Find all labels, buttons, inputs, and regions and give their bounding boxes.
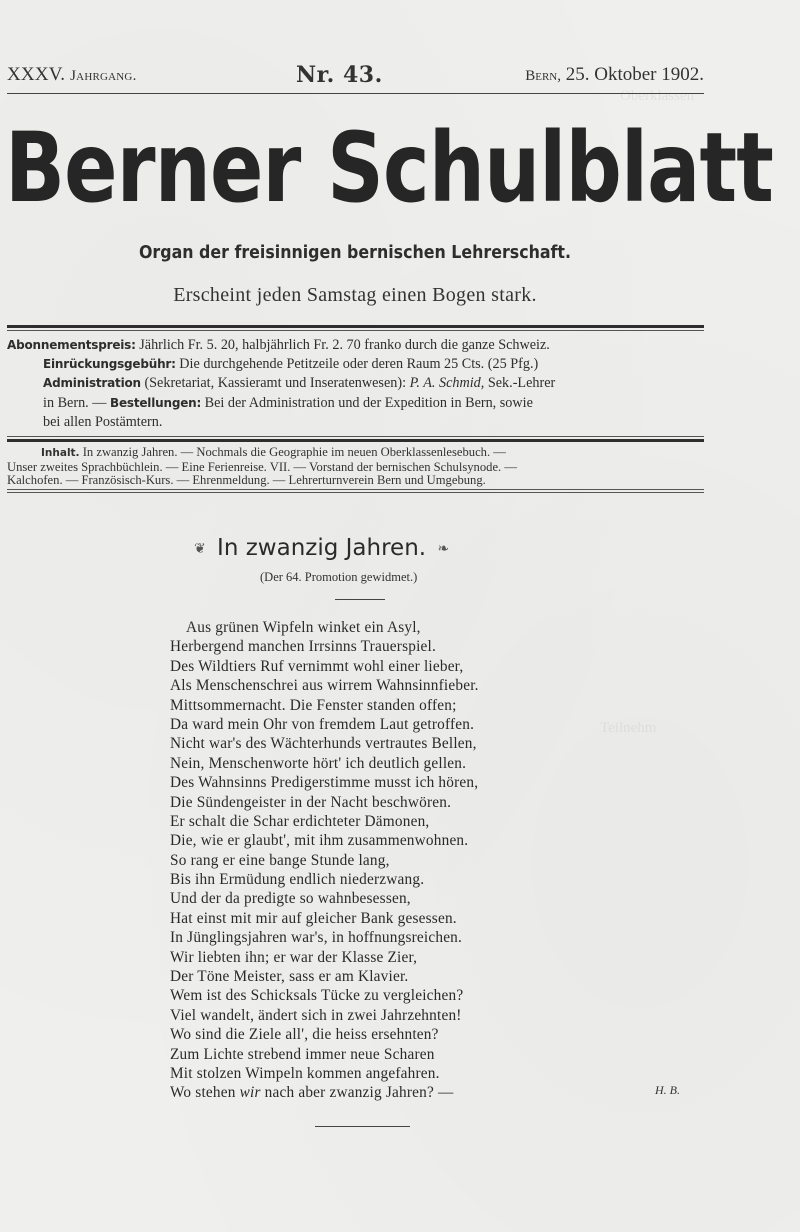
poem-line: Wem ist des Schicksals Tücke zu vergleichen? (170, 987, 464, 1005)
subscription-info (7, 336, 707, 432)
poem-line: Nein, Menschenworte hört' ich deutlich gellen. (170, 754, 467, 772)
poem-line: Wo sind die Ziele all', die heiss ersehnten? (170, 1026, 439, 1044)
poem-line: Als Menschenschrei aus wirrem Wahnsinnfieber. (170, 677, 479, 695)
poem-line: Bis ihn Ermüdung endlich niederzwang. (170, 871, 425, 889)
last-line-emphasis: wir (239, 1084, 261, 1102)
newspaper-title: Berner Schulblatt (5, 112, 774, 224)
administration-role: Sek.-Lehrer (487, 375, 556, 392)
administration-place: in Bern. — (43, 394, 107, 411)
subscription-text: Jährlich Fr. 5. 20, halbjährlich Fr. 2. 70 franko durch die ganze Schweiz. (139, 337, 550, 353)
poem-line: Da ward mein Ohr von fremdem Laut getroffen. (170, 715, 475, 733)
poem-line: Nicht war's des Wächterhunds vertrautes Bellen, (170, 735, 477, 753)
poem-dedication: (Der 64. Promotion gewidmet.) (260, 570, 418, 584)
contents-label: Inhalt. (41, 447, 80, 459)
contents-double-rule (7, 489, 704, 493)
masthead-line (7, 62, 704, 90)
poem-title-text: In zwanzig Jahren. (217, 535, 427, 561)
title-separator-rule (335, 599, 385, 600)
masthead-rule (7, 93, 704, 94)
issue-number: Nr. 43. (296, 62, 383, 88)
floral-ornament-right-icon: ❧ (437, 540, 450, 557)
poem-line: Hat einst mit mir auf gleicher Bank gesessen. (170, 909, 457, 927)
poem-line: So rang er eine bange Stunde lang, (170, 851, 390, 869)
subscription-label: Abonnementspreis: (7, 338, 136, 352)
poem-title (190, 535, 550, 561)
poem-line: Mittsommernacht. Die Fenster standen offen; (170, 696, 457, 714)
bleed-through-text: Oberklassen (620, 88, 695, 104)
contents-line-3: Kalchofen. — Französisch-Kurs. — Ehrenmeldung. — Lehrerturnverein Bern und Umgebung. (7, 473, 486, 487)
volume-label: Jahrgang. (70, 68, 137, 84)
poem-line: In Jünglingsjahren war's, in hoffnungsreichen. (170, 929, 463, 947)
issue-date (525, 64, 704, 86)
contents-line-1: In zwanzig Jahren. — Nochmals die Geographie im neuen Oberklassenlesebuch. — (82, 445, 506, 459)
volume-roman: XXXV. (7, 64, 66, 85)
author-signature: H. B. (655, 1083, 680, 1097)
info-double-rule (7, 436, 704, 442)
poem-line: Mit stolzen Wimpeln kommen angefahren. (170, 1064, 440, 1082)
orders-text: Bei der Administration und der Expedition in Bern, sowie (204, 394, 533, 411)
poem-line: Er schalt die Schar erdichteter Dämonen, (170, 812, 430, 830)
poem-line: Herbergend manchen Irrsinns Trauerspiel. (170, 638, 437, 656)
administration-text: (Sekretariat, Kassieramt und Inseratenwesen): (144, 375, 407, 392)
date: 25. Oktober 1902. (565, 64, 704, 85)
poem-line: Viel wandelt, ändert sich in zwei Jahrzehnten! (170, 1006, 462, 1024)
volume-info (7, 64, 137, 86)
floral-ornament-left-icon: ❦ (194, 540, 206, 557)
orders-label: Bestellungen: (110, 395, 202, 410)
administration-label: Administration (43, 376, 141, 391)
poem-line: Und der da predigte so wahnbesessen, (170, 890, 411, 908)
newspaper-subtitle: Organ der freisinnigen bernischen Lehrerschaft. (138, 242, 572, 263)
poem-line: Die Sündengeister in der Nacht beschwören. (170, 793, 452, 811)
table-of-contents (7, 446, 707, 488)
poem-body (170, 618, 690, 1103)
poem-line: Des Wahnsinns Predigerstimme musst ich hören, (170, 774, 479, 792)
insertion-fee-label: Einrückungsgebühr: (43, 357, 176, 372)
poem-line: Des Wildtiers Ruf vernimmt wohl einer lieber, (170, 657, 464, 675)
last-line-start: Wo stehen (170, 1084, 240, 1102)
header-double-rule (7, 325, 704, 331)
poem-line: Wir liebten ihn; er war der Klasse Zier, (170, 948, 418, 966)
last-line-end: nach aber zwanzig Jahren? — (260, 1084, 454, 1102)
orders-text-2: bei allen Postämtern. (43, 413, 163, 430)
insertion-fee-text: Die durchgehende Petitzeile oder deren Raum 25 Cts. (25 Pfg.) (179, 356, 539, 373)
contents-line-2: Unser zweites Sprachbüchlein. — Eine Ferienreise. VII. — Vorstand der bernischen Schulsynode. — (7, 459, 517, 474)
poem-line: Die, wie er glaubt', mit ihm zusammenwohnen. (170, 832, 469, 850)
place: Bern, (525, 68, 561, 84)
poem-last-line (170, 1083, 690, 1102)
poem-line: Der Töne Meister, sass er am Klavier. (170, 968, 409, 986)
poem-line: Aus grünen Wipfeln winket ein Asyl, (186, 619, 421, 636)
poem-line: Zum Lichte strebend immer neue Scharen (170, 1045, 435, 1063)
administration-name: P. A. Schmid, (409, 375, 485, 392)
publication-frequency: Erscheint jeden Samstag einen Bogen stark. (173, 284, 537, 306)
end-separator-rule (315, 1126, 410, 1127)
bleed-through-text: Teilnehm (600, 720, 657, 736)
